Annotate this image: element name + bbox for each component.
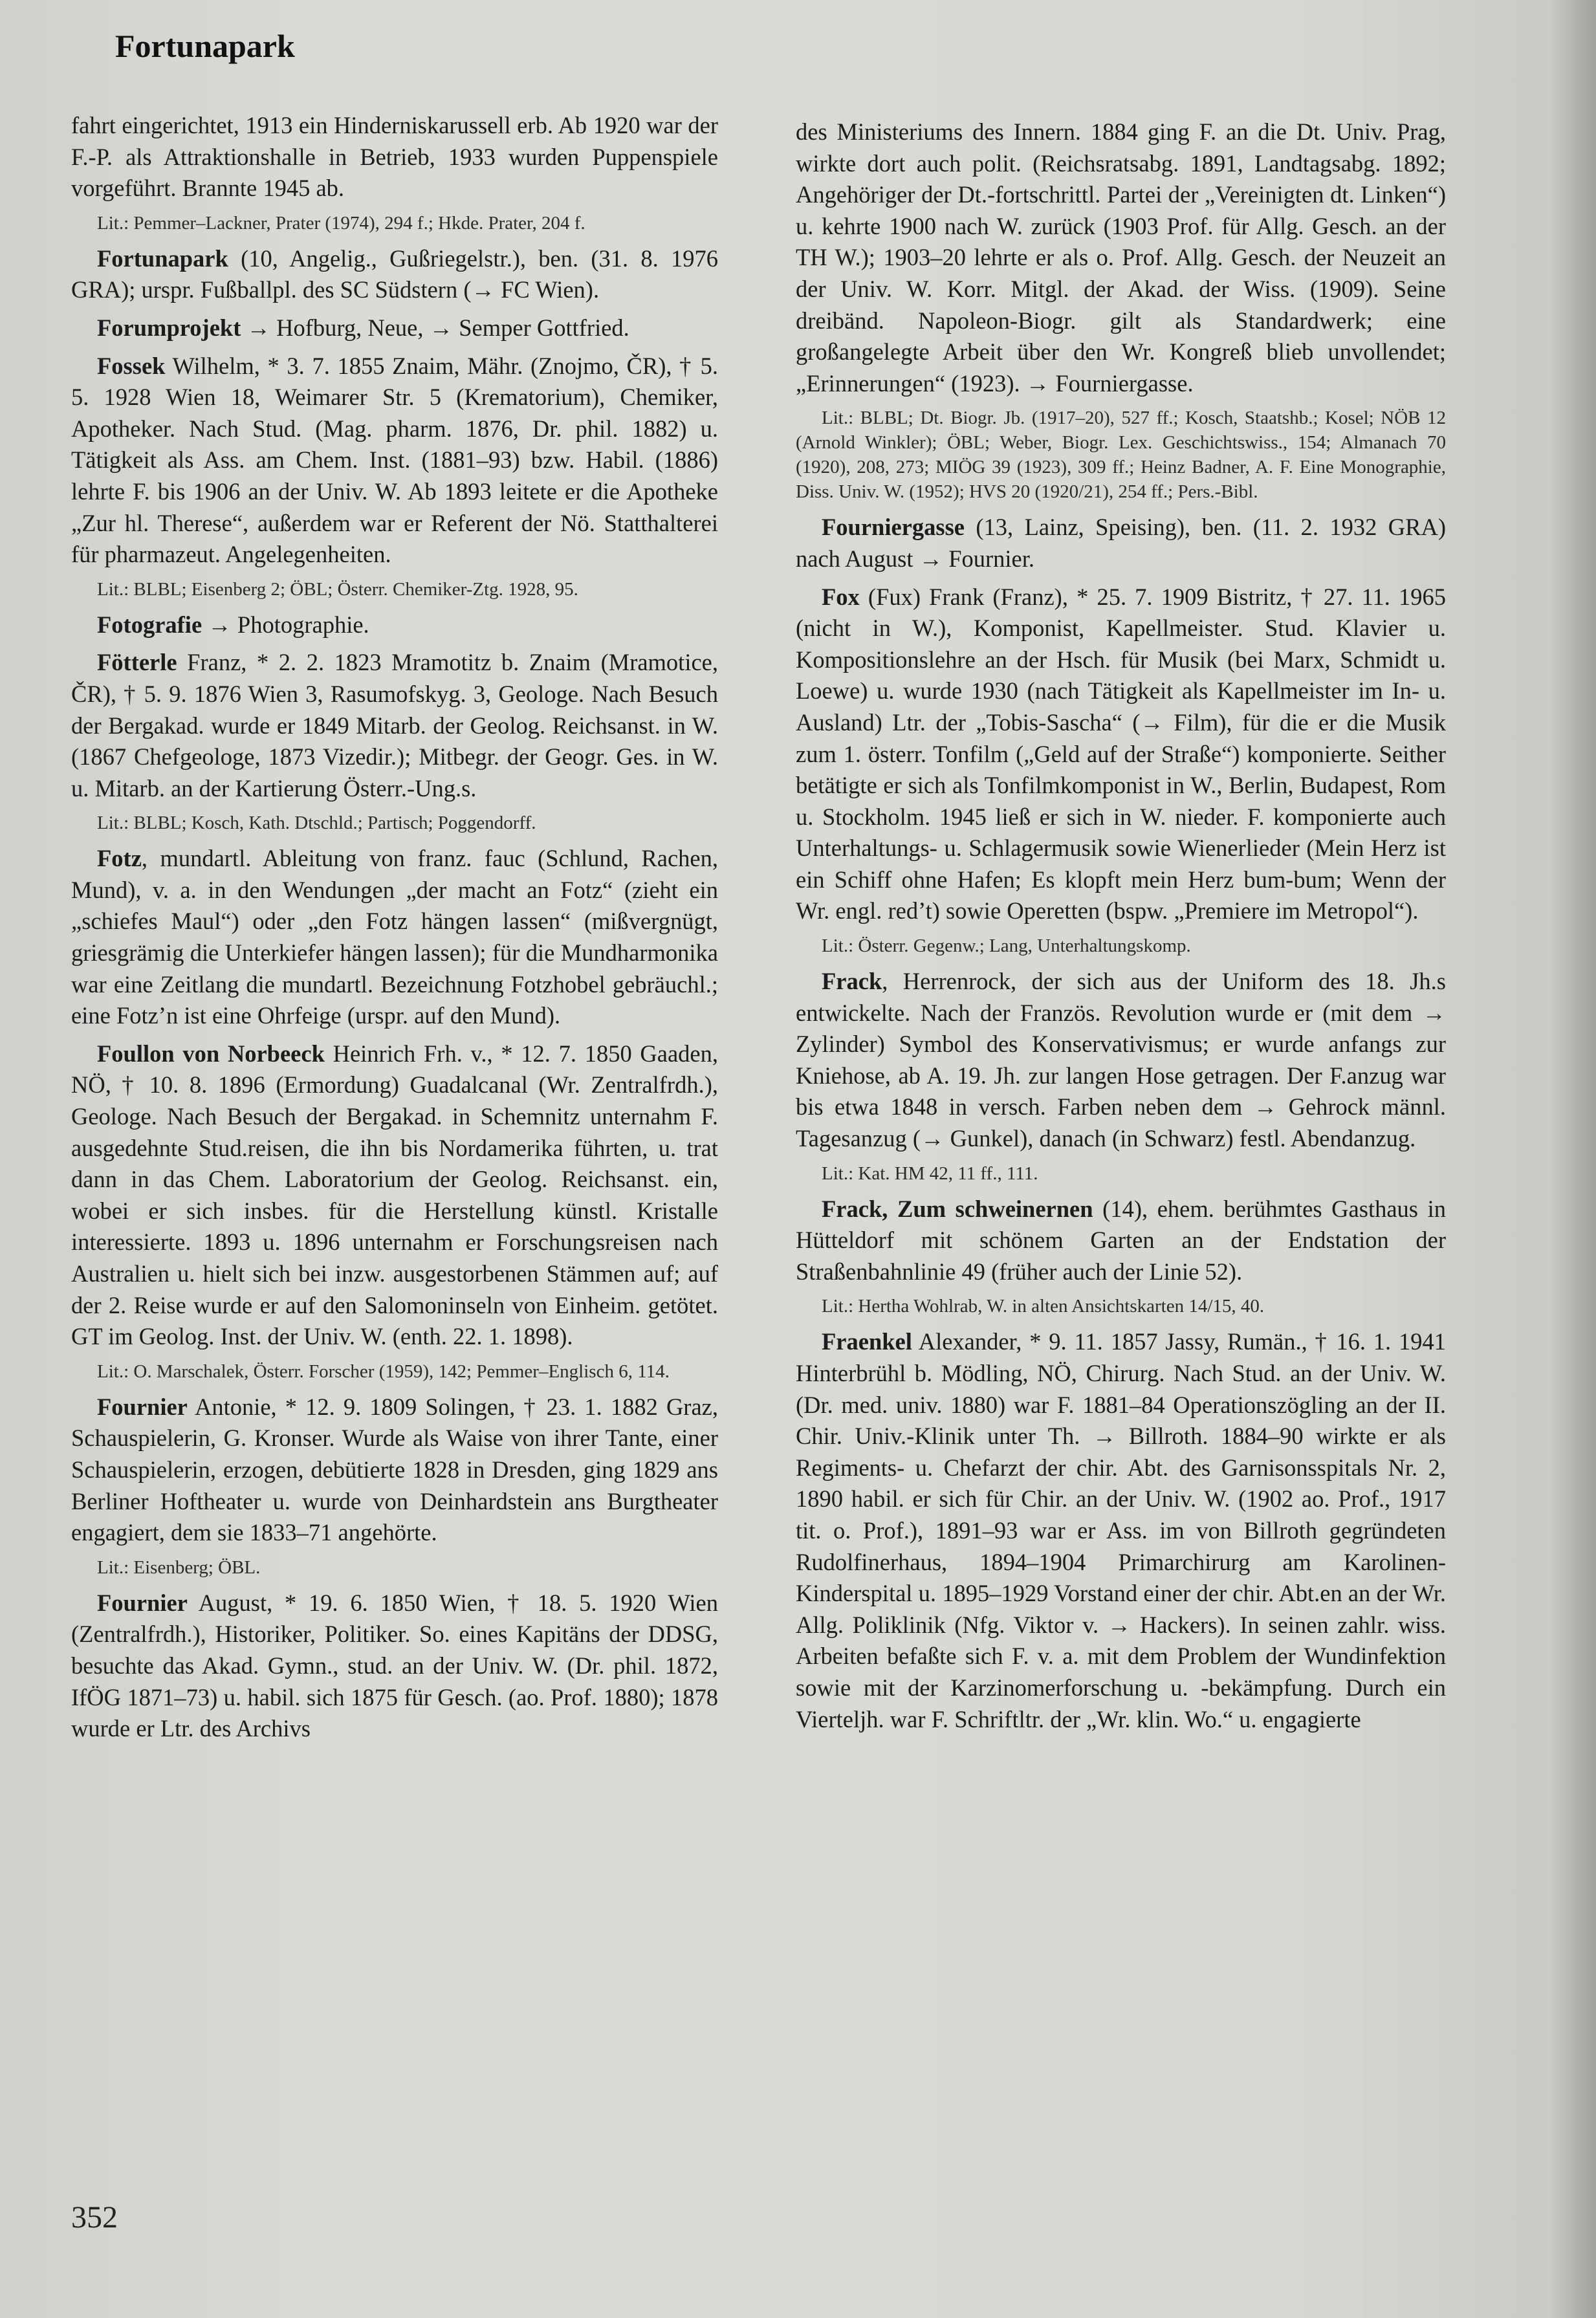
entry-continuation: fahrt eingerichtet, 1913 ein Hinderniskarussell erb. Ab 1920 war der F.-P. als Attraktionshalle in Betrieb, 1933 wurden Puppenspiele vorgeführt. Brannte 1945 ab. xyxy=(71,112,718,202)
entry-body: (10, Angelig., Gußriegelstr.), ben. (31. 8. 1976 GRA); urspr. Fußballpl. des SC Südstern (→ FC Wien). xyxy=(71,245,718,303)
entry-body: August, * 19. 6. 1850 Wien, † 18. 5. 1920 Wien (Zentralfrdh.), Historiker, Politiker. So. eines Kapitäns der DDSG, besuchte das Akad. Gymn., stud. an der Univ. W. (Dr. phil. 1872, IfÖG 1871–73) u. habil. sich 1875 für Gesch. (ao. Prof. 1880); 1878 wurde er Ltr. des Archivs xyxy=(71,1589,718,1742)
entry-body: → Hofburg, Neue, → Semper Gottfried. xyxy=(241,314,629,341)
entry-body: , mundartl. Ableitung von franz. fauc (Schlund, Rachen, Mund), v. a. in den Wendungen „der macht an Fotz“ (zieht ein „schiefes Maul“) oder „den Fotz hängen lassen“ (mißvergnügt, griesgrämig die Unterkiefer hängen lassen); für die Mundharmonika war eine Zeitlang die mundartl. Bezeichnung Fotzhobel gebräuchl.; eine Fotz’n ist eine Ohrfeige (urspr. auf den Mund). xyxy=(71,845,718,1029)
entry-headword: Fortunapark xyxy=(97,245,228,272)
lexicon-entry xyxy=(71,647,718,804)
literature-reference: Lit.: O. Marschalek, Österr. Forscher (1959), 142; Pemmer–Englisch 6, 114. xyxy=(97,1361,670,1382)
literature-reference: Lit.: Österr. Gegenw.; Lang, Unterhaltungskomp. xyxy=(822,935,1191,957)
entry-body: (Fux) Frank (Franz), * 25. 7. 1909 Bistritz, † 27. 11. 1965 (nicht in W.), Komponist, Kapellmeister. Stud. Klavier u. Kompositionslehre an der Hsch. für Musik (bei Marx, Schmidt u. Loewe) u. wurde 1930 (nach Tätigkeit als Kapellmeister im In- u. Ausland) Ltr. der „Tobis-Sascha“ (→ Film), für die er die Musik zum 1. österr. Tonfilm („Geld auf der Straße“) komponierte. Seither betätigte er sich als Tonfilmkomponist in W., Berlin, Budapest, Rom u. Stockholm. 1945 ließ er sich in W. nieder. F. komponierte auch Unterhaltungs- u. Schlagermusik sowie Wienerlieder (Mein Herz ist ein Schiff ohne Hafen; Es klopft mein Herz bum-bum; Wenn der Wr. engl. red’t) sowie Operetten (bspw. „Premiere im Metropol“). xyxy=(796,583,1446,924)
literature-reference: Lit.: Pemmer–Lackner, Prater (1974), 294 f.; Hkde. Prater, 204 f. xyxy=(97,212,585,234)
entry-headword: Fotz xyxy=(97,845,142,872)
entry-headword: Fötterle xyxy=(97,649,177,676)
lexicon-entry xyxy=(71,312,718,344)
entry-headword: Forumprojekt xyxy=(97,314,241,341)
lexicon-entry xyxy=(71,1588,718,1745)
literature-reference: Lit.: Hertha Wohlrab, W. in alten Ansichtskarten 14/15, 40. xyxy=(822,1296,1265,1317)
lexicon-entry xyxy=(796,582,1446,928)
entry-headword: Fotografie xyxy=(97,611,202,638)
lexicon-entry xyxy=(796,1326,1446,1735)
page-number: 352 xyxy=(71,2200,118,2235)
lexicon-entry xyxy=(796,1194,1446,1288)
lexicon-entry xyxy=(71,1392,718,1549)
lexicon-entry xyxy=(71,843,718,1032)
book-spine-shadow xyxy=(1551,0,1596,2318)
lexicon-entry xyxy=(71,243,718,306)
right-column xyxy=(796,116,1446,2251)
literature-reference: Lit.: BLBL; Dt. Biogr. Jb. (1917–20), 527 ff.; Kosch, Staatshb.; Kosel; NÖB 12 (Arnold Winkler); ÖBL; Weber, Biogr. Lex. Geschichtswiss., 154; Almanach 70 (1920), 208, 273; MIÖG 39 (1923), 309 ff.; Heinz Badner, A. F. Eine Monographie, Diss. Univ. W. (1952); HVS 20 (1920/21), 254 ff.; Pers.-Bibl. xyxy=(796,408,1446,503)
entry-headword: Foullon von Norbeeck xyxy=(97,1040,325,1067)
running-head: Fortunapark xyxy=(115,28,295,64)
left-column xyxy=(71,110,718,2245)
entry-headword: Fox xyxy=(822,583,860,610)
literature-reference: Lit.: BLBL; Kosch, Kath. Dtschld.; Partisch; Poggendorff. xyxy=(97,813,536,834)
entry-body: (13, Lainz, Speising), ben. (11. 2. 1932 GRA) nach August → Fournier. xyxy=(796,514,1446,572)
lexicon-entry xyxy=(71,609,718,641)
lexicon-entry xyxy=(71,1038,718,1353)
lexicon-entry xyxy=(796,966,1446,1155)
entry-body: Franz, * 2. 2. 1823 Mramotitz b. Znaim (Mramotice, ČR), † 5. 9. 1876 Wien 3, Rasumofskyg. 3, Geologe. Nach Besuch der Bergakad. wurde er 1849 Mitarb. der Geolog. Reichsanst. in W. (1867 Chefgeologe, 1873 Vizedir.); Mitbegr. der Geogr. Ges. in W. u. Mitarb. an der Kartierung Österr.-Ung.s. xyxy=(71,649,718,802)
lexicon-entry xyxy=(796,512,1446,574)
entry-body: Antonie, * 12. 9. 1809 Solingen, † 23. 1. 1882 Graz, Schauspielerin, G. Kronser. Wurde als Waise von ihrer Tante, einer Schauspielerin, erzogen, debütierte 1828 in Dresden, ging 1829 ans Berliner Hoftheater u. wurde von Deinhardstein ans Burgtheater engagiert, dem sie 1833–71 angehörte. xyxy=(71,1393,718,1546)
entry-continuation: des Ministeriums des Innern. 1884 ging F. an die Dt. Univ. Prag, wirkte dort auch polit. (Reichsratsabg. 1891, Landtagsabg. 1892; Angehöriger der Dt.-fortschrittl. Partei der „Vereinigten dt. Linken“) u. kehrte 1900 nach W. zurück (1903 Prof. für Allg. Gesch. an der TH W.); 1903–20 lehrte er als o. Prof. Allg. Gesch. der Neuzeit an der Univ. W. Korr. Mitgl. der Akad. der Wiss. (1909). Seine dreibänd. Napoleon-Biogr. gilt als Standardwerk; eine großangelegte Arbeit über den Wr. Kongreß blieb unvollendet; „Erinnerungen“ (1923). → Fourniergasse. xyxy=(796,118,1446,397)
entry-headword: Frack, Zum schweinernen xyxy=(822,1195,1093,1222)
entry-headword: Fournier xyxy=(97,1589,188,1616)
entry-headword: Fourniergasse xyxy=(822,514,965,541)
entry-body: Alexander, * 9. 11. 1857 Jassy, Rumän., † 16. 1. 1941 Hinterbrühl b. Mödling, NÖ, Chirurg. Nach Stud. an der Univ. W. (Dr. med. univ. 1880) war F. 1881–84 Operationszögling an der II. Chir. Univ.-Klinik unter Th. → Billroth. 1884–90 wirkte er als Regiments- u. Chefarzt der chir. Abt. des Garnisonsspitals Nr. 2, 1890 habil. er sich für Chir. an der Univ. W. (1902 ao. Prof., 1917 tit. o. Prof.), 1891–93 war er Ass. im von Billroth gegründeten Rudolfinerhaus, 1894–1904 Primarchirurg am Karolinen-Kinderspital u. 1895–1929 Vorstand einer der chir. Abt.en an der Wr. Allg. Poliklinik (Nfg. Viktor v. → Hackers). In seinen zahlr. wiss. Arbeiten befaßte sich F. v. a. mit dem Problem der Wundinfektion sowie mit der Karzinomerforschung u. -bekämpfung. Durch ein Vierteljh. war F. Schriftltr. der „Wr. klin. Wo.“ u. engagierte xyxy=(796,1328,1446,1733)
entry-headword: Frack xyxy=(822,968,882,995)
lexicon-entry xyxy=(71,351,718,571)
entry-body: (14), ehem. berühmtes Gasthaus in Hütteldorf mit schönem Garten an der Endstation der Straßenbahnlinie 49 (früher auch der Linie 52). xyxy=(796,1195,1446,1285)
entry-body: Wilhelm, * 3. 7. 1855 Znaim, Mähr. (Znojmo, ČR), † 5. 5. 1928 Wien 18, Weimarer Str. 5 (Krematorium), Chemiker, Apotheker. Nach Stud. (Mag. pharm. 1876, Dr. phil. 1882) u. Tätigkeit als Ass. am Chem. Inst. (1881–93) bzw. Habil. (1886) lehrte F. bis 1906 an der Univ. W. Ab 1893 leitete er die Apotheke „Zur hl. Therese“, außerdem war er Referent der Nö. Statthalterei für pharmazeut. Angelegenheiten. xyxy=(71,352,718,568)
entry-body: , Herrenrock, der sich aus der Uniform des 18. Jh.s entwickelte. Nach der Französ. Revolution wurde er (mit dem → Zylinder) Symbol des Konservativismus; er wurde anfangs zur Kniehose, ab A. 19. Jh. zur langen Hose getragen. Der F.anzug war bis etwa 1848 in versch. Farben neben dem → Gehrock männl. Tagesanzug (→ Gunkel), danach (in Schwarz) festl. Abendanzug. xyxy=(796,968,1446,1152)
entry-body: → Photographie. xyxy=(202,611,369,638)
entry-headword: Fossek xyxy=(97,352,166,379)
entry-body: Heinrich Frh. v., * 12. 7. 1850 Gaaden, NÖ, † 10. 8. 1896 (Ermordung) Guadalcanal (Wr. Zentralfrdh.), Geologe. Nach Besuch der Bergakad. in Schemnitz unternahm F. ausgedehnte Stud.reisen, die ihn bis Nordamerika führten, u. trat dann in das Chem. Laboratorium der Geolog. Reichsanst. ein, wobei er sich insbes. für die Herstellung künstl. Kristalle interessierte. 1893 u. 1896 unternahm er Forschungsreisen nach Australien u. hielt sich bei inzw. ausgestorbenen Stämmen auf; auf der 2. Reise wurde er auf den Salomoninseln von Einheim. getötet. GT im Geolog. Inst. der Univ. W. (enth. 22. 1. 1898). xyxy=(71,1040,718,1350)
entry-headword: Fraenkel xyxy=(822,1328,912,1355)
entry-headword: Fournier xyxy=(97,1393,188,1420)
literature-reference: Lit.: Eisenberg; ÖBL. xyxy=(97,1557,261,1578)
literature-reference: Lit.: BLBL; Eisenberg 2; ÖBL; Österr. Chemiker-Ztg. 1928, 95. xyxy=(97,578,578,600)
literature-reference: Lit.: Kat. HM 42, 11 ff., 111. xyxy=(822,1163,1038,1184)
